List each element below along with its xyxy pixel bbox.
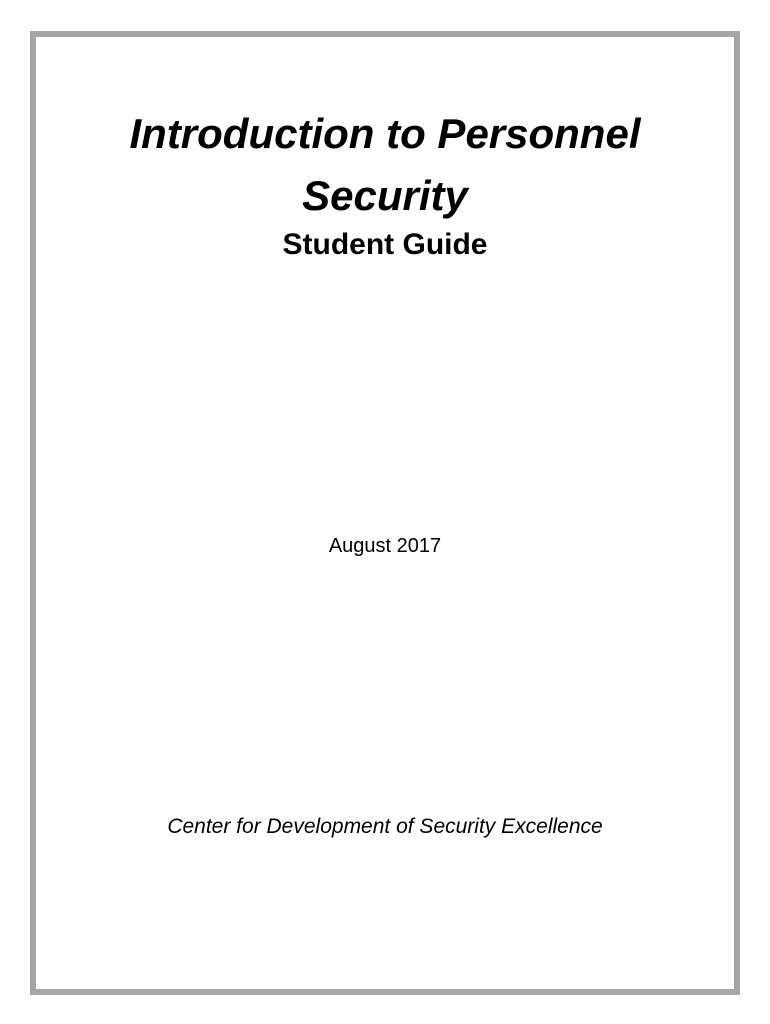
publisher-organization: Center for Development of Security Excellence — [167, 815, 603, 838]
document-title-line-2: Security — [302, 172, 468, 219]
cover-page-frame — [30, 31, 740, 995]
document-title-line-1: Introduction to Personnel — [129, 110, 641, 157]
document-title — [36, 103, 734, 227]
publication-date: August 2017 — [328, 535, 442, 557]
document-subtitle: Student Guide — [282, 228, 488, 261]
